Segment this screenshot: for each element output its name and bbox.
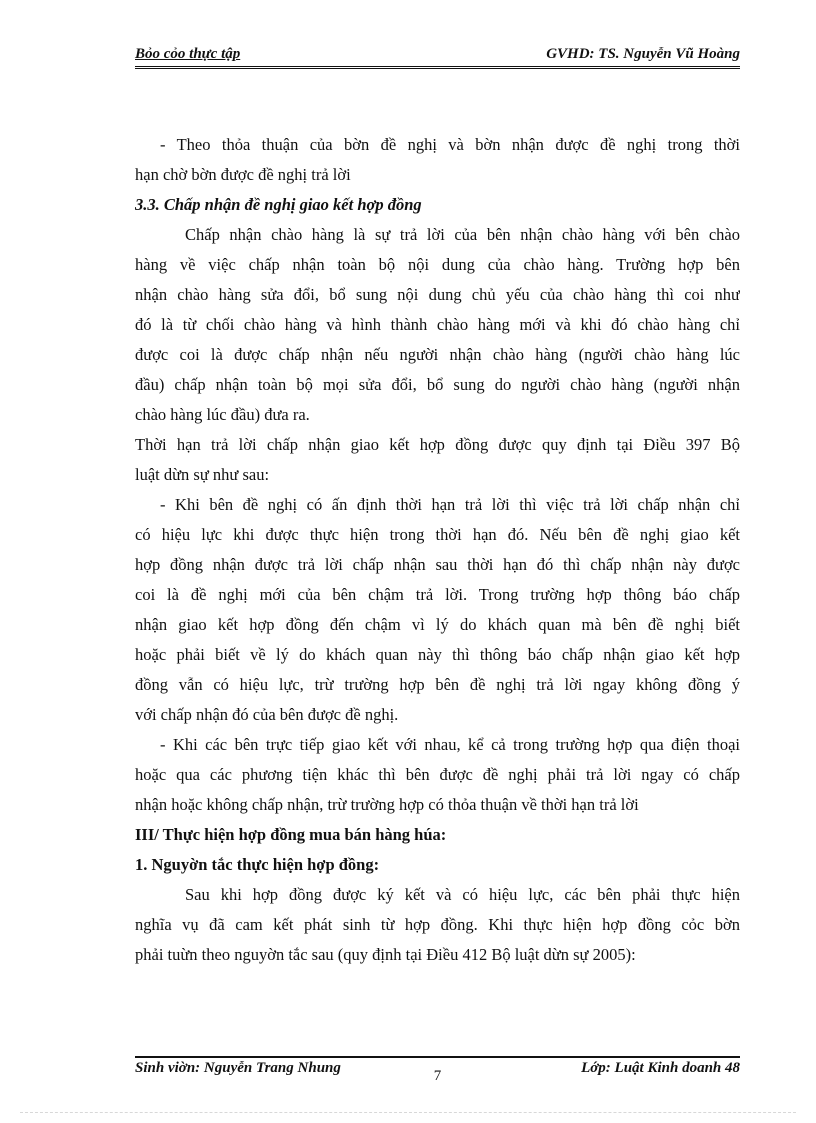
- footer-rule: [135, 1056, 740, 1058]
- text-line: - Khi bên đề nghị có ấn định thời hạn trả lời thì việc trả lời chấp nhận chỉ: [160, 495, 740, 514]
- text-line: chào hàng lúc đầu) đưa ra.: [135, 405, 310, 424]
- text-line: phải tuừn theo nguyờn tắc sau (quy định tại Điều 412 Bộ luật dừn sự 2005):: [135, 945, 636, 964]
- footer-class: Lớp: Luật Kinh doanh 48: [581, 1060, 740, 1076]
- text-line: Thời hạn trả lời chấp nhận giao kết hợp đồng được quy định tại Điều 397 Bộ: [135, 435, 740, 454]
- header-report-title: Bỏo cỏo thực tập: [135, 46, 241, 62]
- text-line: có hiệu lực khi được thực hiện trong thời hạn đó. Nếu bên đề nghị giao kết: [135, 525, 740, 544]
- text-line: hoặc qua các phương tiện khác thì bên được đề nghị phải trả lời ngay có chấp: [135, 765, 740, 784]
- page-number: 7: [433, 1068, 442, 1084]
- text-line: hạn chờ bờn được đề nghị trả lời: [135, 165, 351, 184]
- text-line: với chấp nhận đó của bên được đề nghị.: [135, 705, 399, 724]
- text-line: nghĩa vụ đã cam kết phát sinh từ hợp đồng. Khi thực hiện hợp đồng cỏc bờn: [135, 915, 740, 934]
- page-footer: [135, 1060, 740, 1090]
- page-header: [135, 44, 740, 68]
- text-line: hoặc phải biết về lý do khách quan này thì thông báo chấp nhận giao kết hợp: [135, 645, 740, 664]
- text-line: luật dừn sự như sau:: [135, 465, 270, 484]
- text-line: nhận hoặc không chấp nhận, trừ trường hợp có thỏa thuận về thời hạn trả lời: [135, 795, 639, 814]
- footer-student: Sinh viờn: Nguyễn Trang Nhung: [135, 1060, 341, 1076]
- document-body: [135, 130, 740, 970]
- text-line: Sau khi hợp đồng được ký kết và có hiệu lực, các bên phải thực hiện: [185, 885, 740, 904]
- text-line: đó là từ chối chào hàng và hình thành chào hàng mới và khi đó chào hàng chỉ: [135, 315, 740, 334]
- text-line: Chấp nhận chào hàng là sự trả lời của bên nhận chào hàng với bên chào: [185, 225, 740, 244]
- subsection-heading: 1. Nguyờn tắc thực hiện hợp đồng:: [135, 855, 380, 874]
- text-line: hợp đồng nhận được trả lời chấp nhận sau thời hạn đó thì chấp nhận này được: [135, 555, 740, 574]
- text-line: hàng về việc chấp nhận toàn bộ nội dung của chào hàng. Trường hợp bên: [135, 255, 740, 274]
- header-rule: [135, 66, 740, 69]
- page-bottom-divider: [20, 1112, 796, 1113]
- header-supervisor: GVHD: TS. Nguyễn Vũ Hoàng: [546, 46, 740, 62]
- text-line: đồng vẫn có hiệu lực, trừ trường hợp bên đề nghị trả lời ngay không đồng ý: [135, 675, 740, 694]
- section-heading: III/ Thực hiện hợp đồng mua bán hàng húa:: [135, 825, 447, 844]
- text-line: - Theo thỏa thuận của bờn đề nghị và bờn nhận được đề nghị trong thời: [160, 135, 740, 154]
- text-line: - Khi các bên trực tiếp giao kết với nhau, kể cả trong trường hợp qua điện thoại: [160, 735, 740, 754]
- text-line: được coi là được chấp nhận nếu người nhận chào hàng (người chào hàng lúc: [135, 345, 740, 364]
- text-line: đầu) chấp nhận toàn bộ mọi sửa đổi, bổ sung do người chào hàng (người nhận: [135, 375, 740, 394]
- text-line: nhận chào hàng sửa đổi, bổ sung nội dung chủ yếu của chào hàng thì coi như: [135, 285, 740, 304]
- section-heading: 3.3. Chấp nhận đề nghị giao kết hợp đồng: [135, 195, 422, 214]
- text-line: nhận giao kết hợp đồng đến chậm vì lý do khách quan mà bên đề nghị biết: [135, 615, 740, 634]
- text-line: coi là đề nghị mới của bên chậm trả lời. Trong trường hợp thông báo chấp: [135, 585, 740, 604]
